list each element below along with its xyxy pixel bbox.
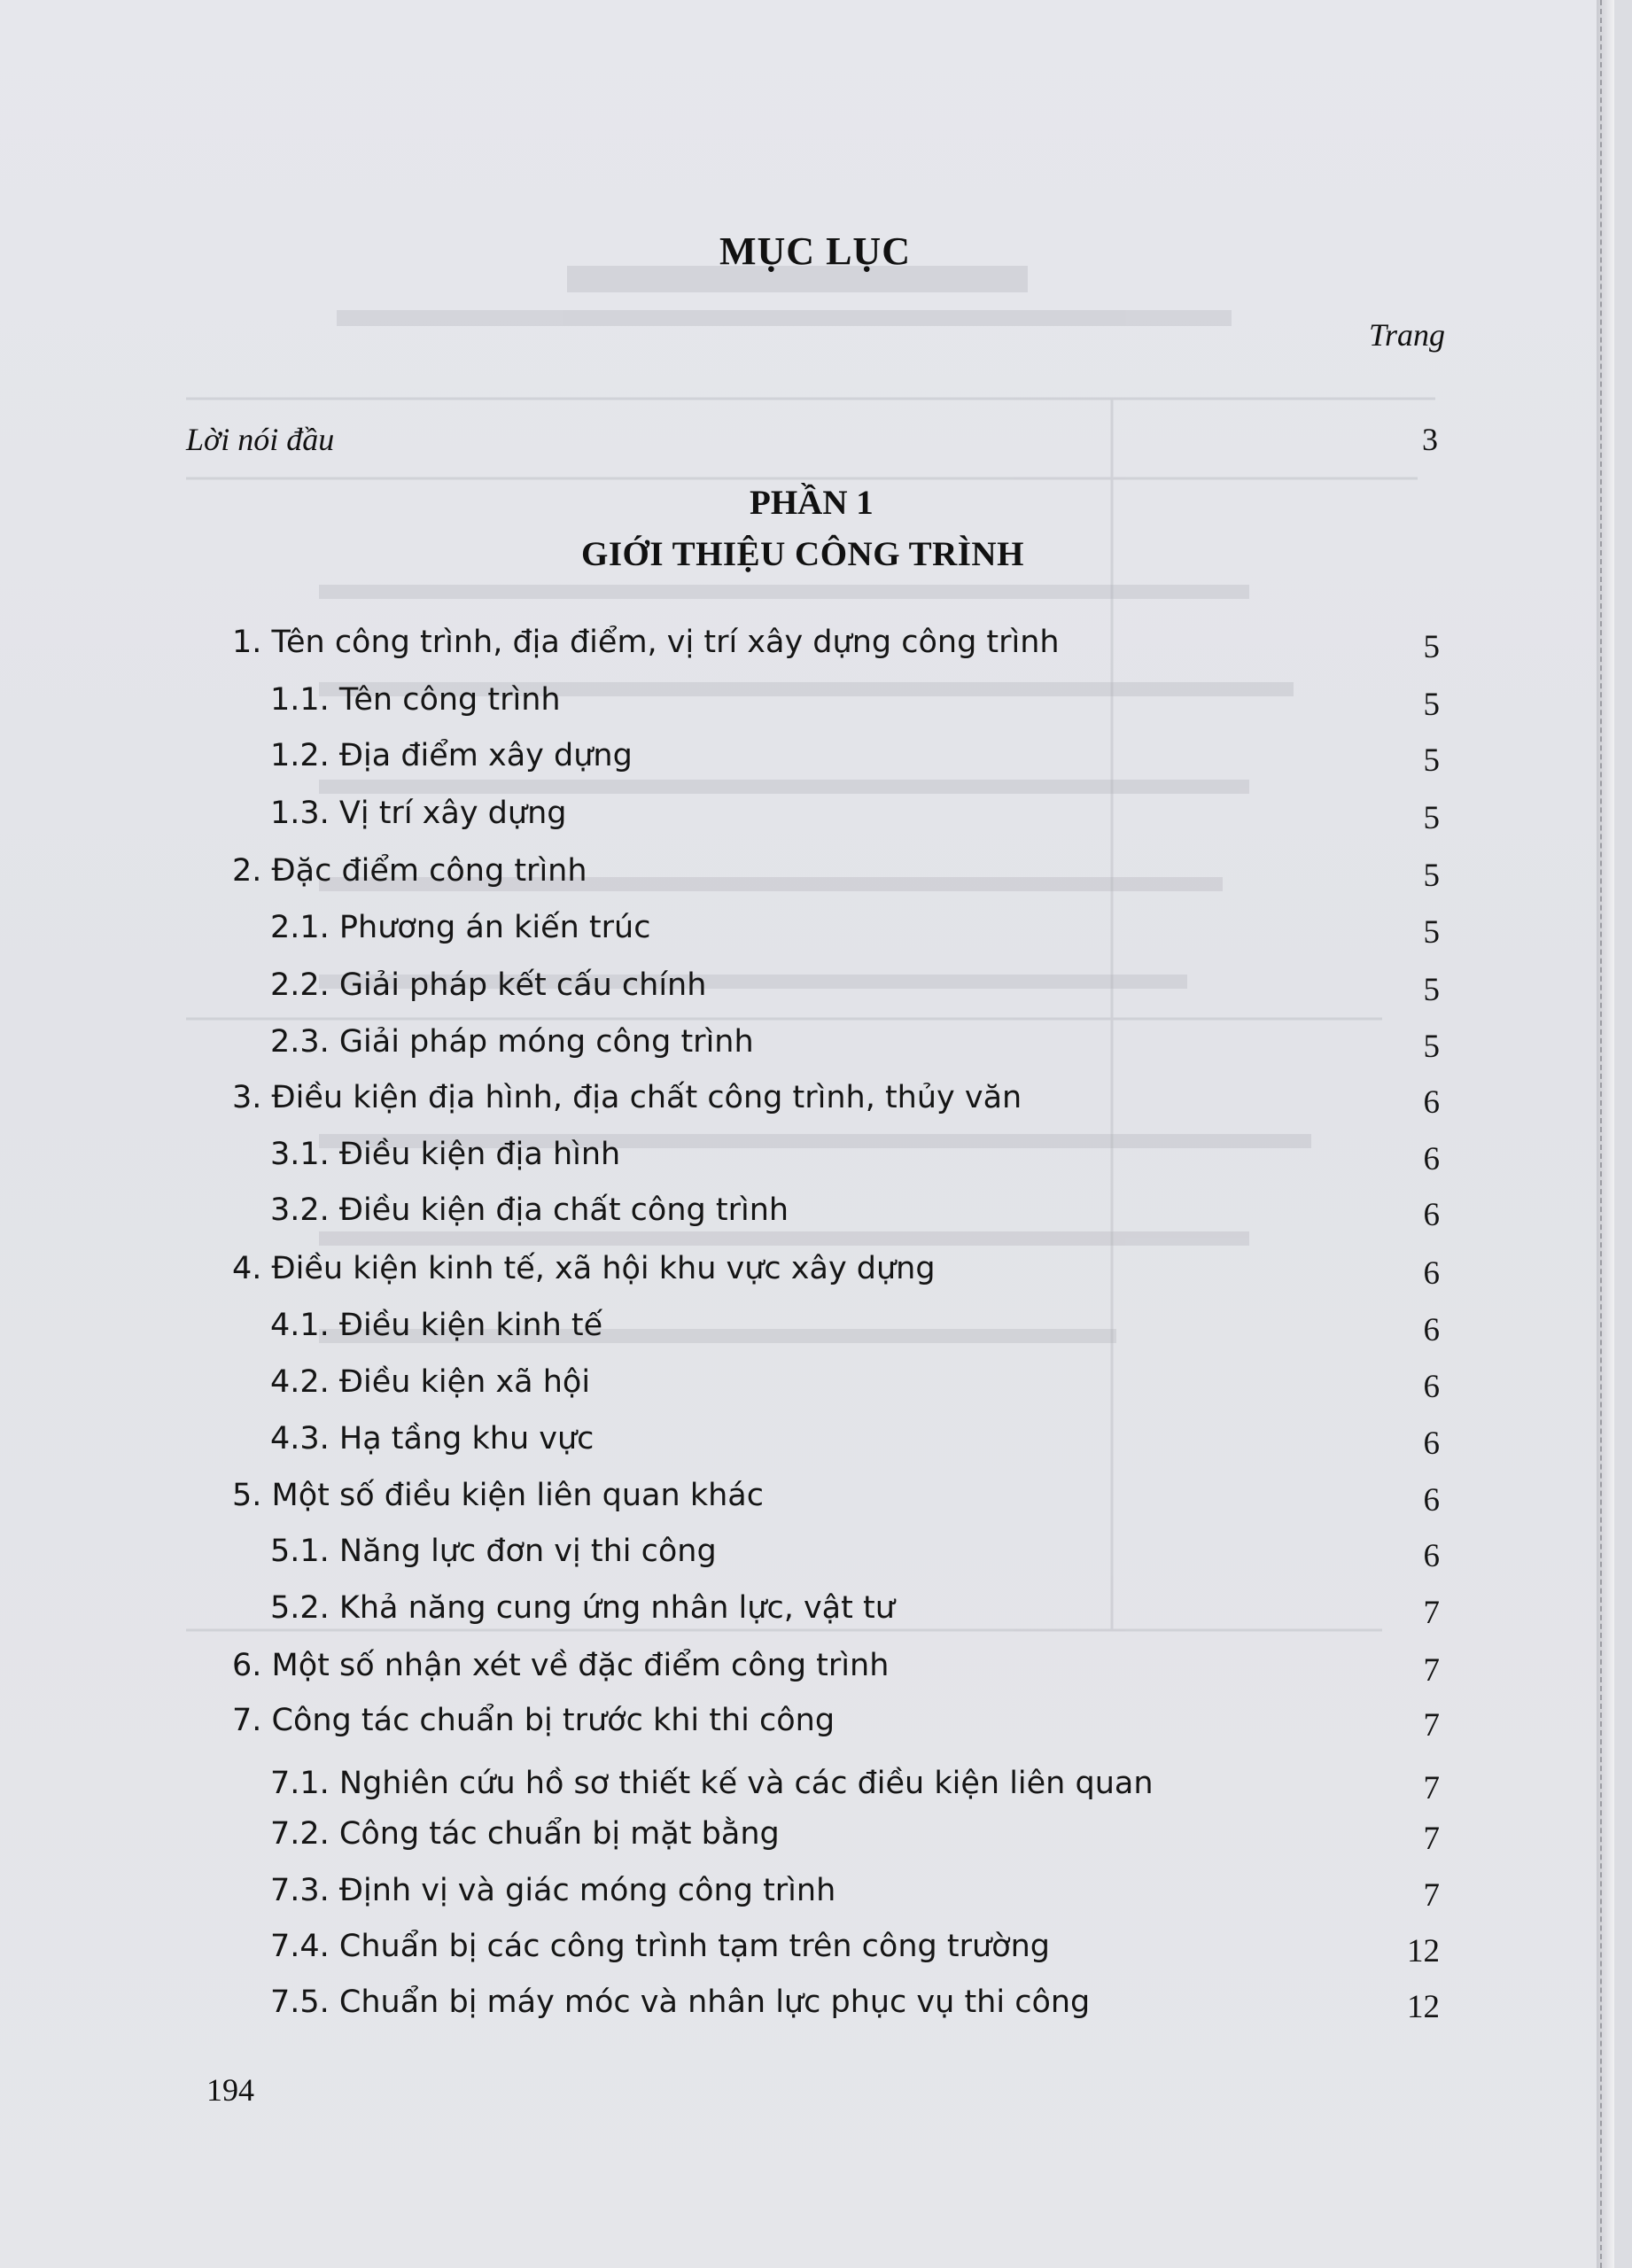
toc-entry-label[interactable]: 6. Một số nhận xét về đặc điểm công trình	[232, 1648, 890, 1683]
toc-entry-label[interactable]: 1.3. Vị trí xây dựng	[270, 796, 567, 831]
toc-entry-page-number: 6	[1423, 1255, 1440, 1292]
toc-entry-label[interactable]: 7.4. Chuẩn bị các công trình tạm trên công trường	[270, 1929, 1050, 1964]
toc-entry-page-number: 6	[1423, 1425, 1440, 1462]
toc-entry-label[interactable]: 2.3. Giải pháp móng công trình	[270, 1024, 754, 1060]
toc-entry-page-number: 5	[1423, 800, 1440, 836]
toc-entry-label[interactable]: 7.2. Công tác chuẩn bị mặt bằng	[270, 1816, 780, 1852]
page-folio: 194	[206, 2072, 254, 2108]
toc-entry-label[interactable]: 5.1. Năng lực đơn vị thi công	[270, 1534, 717, 1569]
toc-entry-page-number: 5	[1423, 914, 1440, 951]
toc-entry-page-number: 7	[1423, 1652, 1440, 1689]
page-column-label: Trang	[1369, 317, 1446, 353]
toc-entry-label[interactable]: 1.1. Tên công trình	[270, 682, 561, 718]
toc-entry-page-number: 5	[1423, 687, 1440, 723]
toc-entry-page-number: 5	[1423, 629, 1440, 665]
toc-entry-label[interactable]: 7.3. Định vị và giác móng công trình	[270, 1873, 836, 1908]
binding-stitches	[1600, 0, 1614, 2268]
toc-entry-page-number: 6	[1423, 1197, 1440, 1233]
toc-entry-label[interactable]: 5.2. Khả năng cung ứng nhân lực, vật tư	[270, 1590, 895, 1626]
toc-entry-page-number: 7	[1423, 1707, 1440, 1744]
toc-title: MỤC LỤC	[719, 229, 911, 273]
toc-entry-page-number: 6	[1423, 1538, 1440, 1574]
toc-entry-label[interactable]: 7.1. Nghiên cứu hồ sơ thiết kế và các điều kiện liên quan	[270, 1766, 1154, 1801]
toc-entry-label[interactable]: 3.1. Điều kiện địa hình	[270, 1137, 621, 1172]
toc-entry-page-number: 6	[1423, 1084, 1440, 1121]
toc-entry-label[interactable]: 7.5. Chuẩn bị máy móc và nhân lực phục vụ thi công	[270, 1984, 1091, 2020]
toc-entry-page-number: 7	[1423, 1770, 1440, 1806]
toc-entry-label[interactable]: 4.1. Điều kiện kinh tế	[270, 1308, 603, 1343]
toc-entry-page-number: 5	[1423, 972, 1440, 1008]
toc-entry-page-number: 5	[1423, 742, 1440, 779]
preface-page-number: 3	[1422, 422, 1438, 457]
toc-entry-label[interactable]: 2.2. Giải pháp kết cấu chính	[270, 967, 707, 1003]
toc-entry-label[interactable]: 1. Tên công trình, địa điểm, vị trí xây dựng công trình	[232, 625, 1060, 660]
toc-entry-label[interactable]: 3.2. Điều kiện địa chất công trình	[270, 1192, 789, 1228]
toc-entry-label[interactable]: 2.1. Phương án kiến trúc	[270, 910, 651, 945]
toc-entry-page-number: 7	[1423, 1821, 1440, 1857]
toc-entry-label[interactable]: 7. Công tác chuẩn bị trước khi thi công	[232, 1703, 835, 1738]
preface-entry[interactable]: Lời nói đầu	[186, 422, 335, 457]
toc-entry-label[interactable]: 5. Một số điều kiện liên quan khác	[232, 1478, 764, 1513]
toc-entry-page-number: 5	[1423, 858, 1440, 894]
toc-entry-label[interactable]: 1.2. Địa điểm xây dựng	[270, 738, 633, 773]
part-title: GIỚI THIỆU CÔNG TRÌNH	[581, 535, 1024, 573]
toc-entry-page-number: 12	[1407, 1933, 1440, 1969]
toc-entry-page-number: 6	[1423, 1482, 1440, 1518]
toc-entry-page-number: 7	[1423, 1877, 1440, 1914]
toc-entry-label[interactable]: 2. Đặc điểm công trình	[232, 853, 587, 889]
toc-entry-page-number: 7	[1423, 1595, 1440, 1631]
toc-entry-page-number: 12	[1407, 1989, 1440, 2025]
part-number: PHẦN 1	[750, 484, 874, 522]
toc-entry-page-number: 5	[1423, 1029, 1440, 1065]
toc-entry-page-number: 6	[1423, 1141, 1440, 1177]
toc-entry-label[interactable]: 4.3. Hạ tầng khu vực	[270, 1421, 595, 1456]
toc-entry-page-number: 6	[1423, 1312, 1440, 1348]
toc-entry-label[interactable]: 4. Điều kiện kinh tế, xã hội khu vực xây dựng	[232, 1251, 936, 1286]
toc-entry-page-number: 6	[1423, 1369, 1440, 1405]
toc-entry-label[interactable]: 4.2. Điều kiện xã hội	[270, 1364, 591, 1400]
toc-entry-label[interactable]: 3. Điều kiện địa hình, địa chất công trình, thủy văn	[232, 1080, 1022, 1115]
